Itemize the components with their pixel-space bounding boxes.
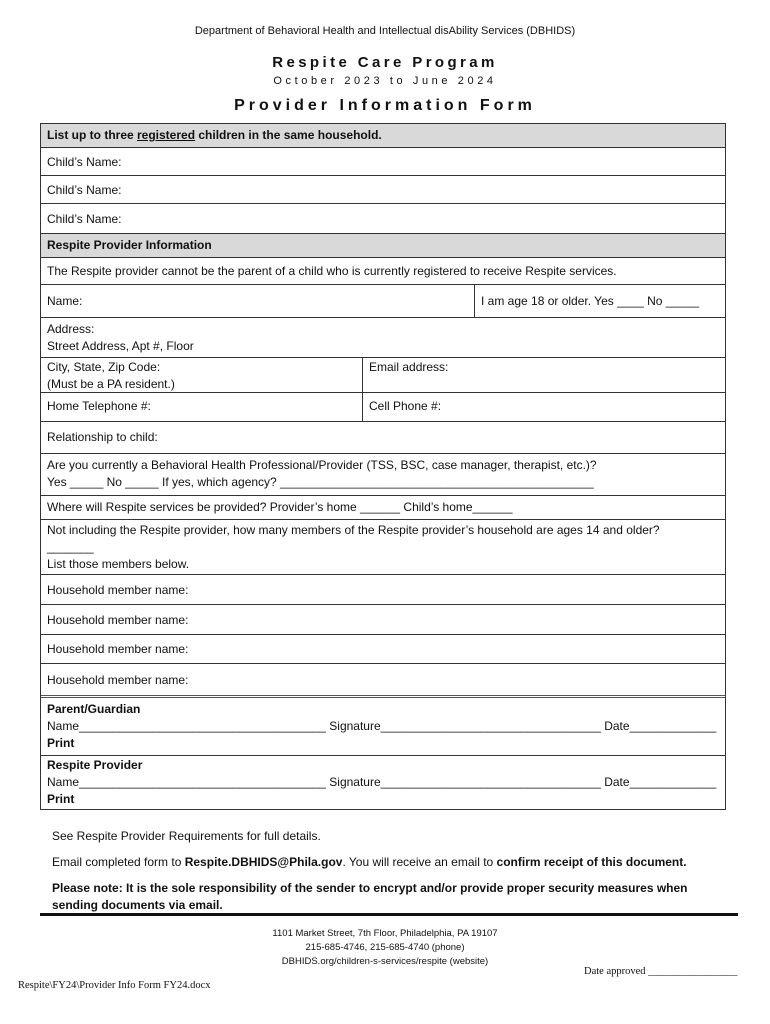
relationship-label: Relationship to child: (47, 430, 158, 444)
email-pre: Email completed form to (52, 855, 185, 869)
children-header-post: children in the same household. (195, 128, 382, 142)
household-member-row[interactable] (41, 664, 725, 698)
program-dates: October 2023 to June 2024 (273, 75, 497, 87)
city-email-row (41, 358, 725, 393)
footer-phones: 215-685-4746, 215-685-4740 (phone) (305, 942, 465, 953)
provider-signature-row[interactable] (41, 756, 725, 809)
guardian-title: Parent/Guardian (47, 702, 141, 716)
provider-note: The Respite provider cannot be the parent of a child who is currently registered to receive Respite services. (47, 264, 617, 278)
household-member-label: Household member name: (47, 613, 189, 627)
guardian-signature-block[interactable] (41, 698, 725, 755)
cell-phone-field[interactable]: Cell Phone #: (369, 399, 442, 413)
household-member-row[interactable] (41, 575, 725, 605)
bh-professional-row[interactable] (41, 454, 725, 496)
footer-address: 1101 Market Street, 7th Floor, Philadelphia, PA 19107 (272, 928, 498, 939)
child-name-row[interactable] (41, 176, 725, 204)
email-field[interactable]: Email address: (369, 360, 449, 374)
footer-website[interactable]: DBHIDS.org/children-s-services/respite (website) (281, 956, 489, 967)
security-note: Please note: It is the sole responsibility of the sender to encrypt and/or provide proper security measures when sending documents via email. (52, 881, 688, 912)
city-sublabel: (Must be a PA resident.) (47, 377, 175, 391)
provider-signature-block[interactable] (41, 756, 725, 809)
provider-title: Respite Provider (47, 758, 143, 772)
address-row[interactable] (41, 318, 725, 358)
program-title: Respite Care Program (272, 54, 498, 71)
child-name-row[interactable] (41, 204, 725, 234)
bh-answer: Yes _____ No _____ If yes, which agency? _______________________________________________ (47, 475, 594, 489)
email-address-link[interactable]: Respite.DBHIDS@Phila.gov (184, 855, 343, 869)
provider-section-header: Respite Provider Information (41, 234, 725, 257)
household-blank: _______ (47, 540, 94, 554)
children-header-pre: List up to three (47, 128, 137, 142)
household-member-label: Household member name: (47, 642, 189, 656)
provider-note-row (41, 258, 725, 285)
relationship-row[interactable] (41, 422, 725, 454)
date-approved-field: Date approved _________________ (584, 966, 738, 977)
child-name-row[interactable] (41, 148, 725, 176)
city-state-zip-field[interactable] (41, 358, 363, 392)
child-name-label: Child’s Name: (47, 155, 122, 169)
children-header-underlined: registered (137, 128, 196, 142)
guardian-signature-line: Name_____________________________________ Signature_________________________________ Date_____________ (47, 719, 717, 733)
children-section-header (41, 124, 725, 147)
household-member-row[interactable] (41, 605, 725, 635)
child-name-label: Child’s Name: (47, 183, 122, 197)
where-services-field[interactable]: Where will Respite services be provided? Provider’s home ______ Child’s home______ (47, 500, 513, 514)
bh-professional-field[interactable] (41, 454, 603, 495)
age-confirmation-field[interactable]: I am age 18 or older. Yes ____ No _____ (481, 294, 700, 308)
child-name-label: Child’s Name: (47, 212, 122, 226)
city-label: City, State, Zip Code: (47, 360, 161, 374)
guardian-signature-row[interactable] (41, 698, 725, 756)
form-title: Provider Information Form (234, 97, 536, 114)
footer-divider (40, 913, 738, 916)
email-confirm: confirm receipt of this document. (496, 855, 687, 869)
email-instructions (52, 854, 722, 871)
children-header-row (41, 124, 725, 148)
address-sublabel: Street Address, Apt #, Floor (47, 339, 194, 353)
guardian-print-label: Print (47, 736, 75, 750)
requirements-note: See Respite Provider Requirements for full details. (52, 829, 321, 843)
household-list-label: List those members below. (47, 557, 190, 571)
provider-print-label: Print (47, 792, 75, 806)
household-member-label: Household member name: (47, 583, 189, 597)
household-member-label: Household member name: (47, 673, 189, 687)
household-count-field[interactable] (41, 520, 666, 574)
phone-row (41, 393, 725, 422)
provider-signature-line: Name_____________________________________ Signature_________________________________ Date_____________ (47, 775, 717, 789)
provider-form-table (40, 123, 726, 810)
address-field[interactable] (41, 318, 200, 357)
address-label: Address: (47, 322, 95, 336)
where-row[interactable] (41, 496, 725, 520)
notes-section (52, 828, 722, 923)
footer-contact (0, 927, 770, 969)
provider-header-row (41, 234, 725, 258)
file-path: Respite\FY24\Provider Info Form FY24.docx (18, 980, 211, 991)
bh-question: Are you currently a Behavioral Health Professional/Provider (TSS, BSC, case manager, therapist, etc.)? (47, 458, 597, 472)
email-mid: . You will receive an email to (342, 855, 497, 869)
home-phone-field[interactable]: Home Telephone #: (41, 393, 363, 421)
provider-name-field[interactable]: Name: (41, 285, 475, 317)
household-member-row[interactable] (41, 635, 725, 664)
household-count-row[interactable] (41, 520, 725, 575)
department-name: Department of Behavioral Health and Intellectual disAbility Services (DBHIDS) (194, 25, 576, 37)
name-age-row (41, 285, 725, 318)
household-question: Not including the Respite provider, how many members of the Respite provider’s household are ages 14 and older? (47, 523, 660, 537)
